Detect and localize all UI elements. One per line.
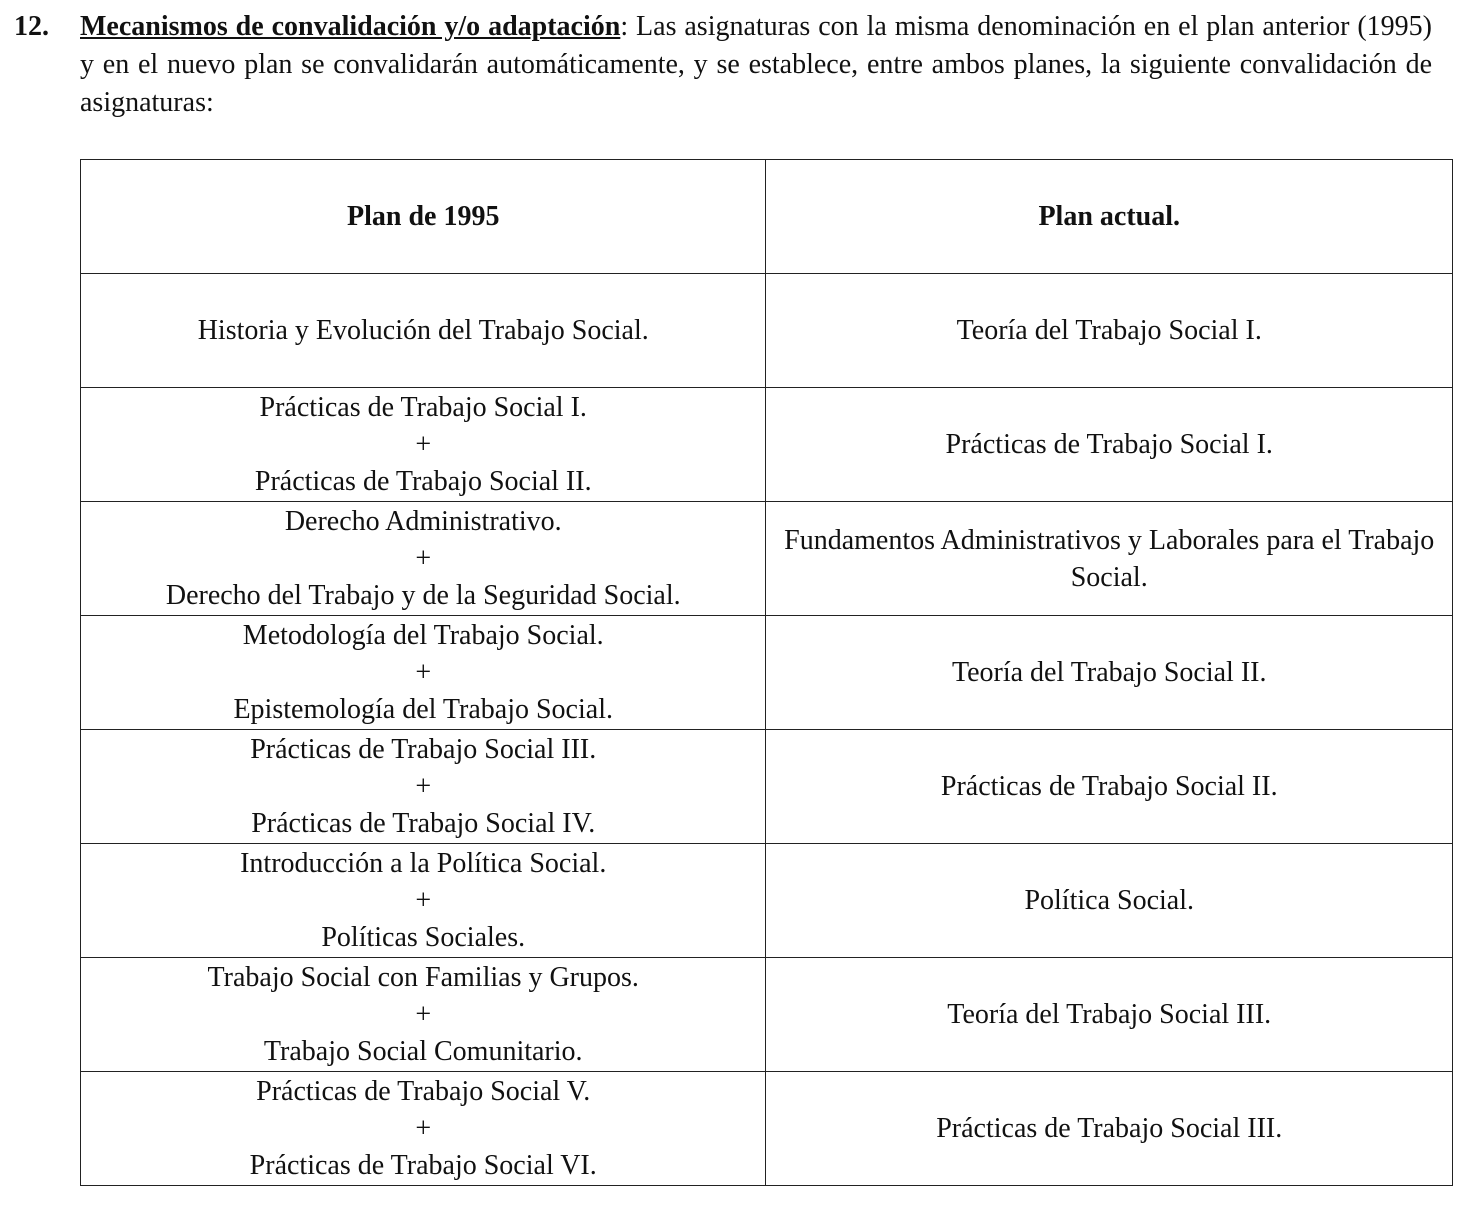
header-old-plan: Plan de 1995 — [81, 160, 766, 274]
new-plan-cell: Teoría del Trabajo Social III. — [766, 958, 1453, 1072]
old-subject: Metodología del Trabajo Social. — [242, 620, 604, 651]
old-plan-cell — [81, 502, 766, 616]
old-plan-cell — [81, 274, 766, 388]
plus-sign: + — [415, 543, 432, 574]
old-subject: Epistemología del Trabajo Social. — [233, 694, 613, 725]
old-subject: Trabajo Social con Familias y Grupos. — [207, 962, 639, 993]
old-plan-cell — [81, 844, 766, 958]
plus-sign: + — [415, 1113, 432, 1144]
old-subject: Prácticas de Trabajo Social IV. — [251, 808, 596, 839]
convalidation-table — [80, 159, 1453, 1186]
old-subject: Trabajo Social Comunitario. — [263, 1036, 583, 1067]
old-subject: Prácticas de Trabajo Social V. — [256, 1076, 591, 1107]
old-subject: Prácticas de Trabajo Social III. — [250, 734, 597, 765]
section-number: 12. — [14, 11, 49, 42]
new-plan-cell: Teoría del Trabajo Social I. — [766, 274, 1453, 388]
new-plan-cell: Prácticas de Trabajo Social III. — [766, 1072, 1453, 1186]
new-plan-cell: Política Social. — [766, 844, 1453, 958]
table-row — [81, 616, 1453, 730]
plus-sign: + — [415, 657, 432, 688]
header-current-plan: Plan actual. — [766, 160, 1453, 274]
old-plan-cell — [81, 730, 766, 844]
plus-sign: + — [415, 429, 432, 460]
table-header-row — [81, 160, 1453, 274]
table-row — [81, 274, 1453, 388]
section-paragraph — [80, 8, 1432, 122]
old-plan-cell — [81, 388, 766, 502]
section-body-text: : Las asignaturas con la misma denominación en el plan anterior (1995) y en el nuevo plan se convalidarán automáticamente, y se establece, entre ambos planes, la siguiente convalidación de asignaturas: — [80, 11, 1432, 118]
old-subject: Prácticas de Trabajo Social I. — [259, 392, 587, 423]
old-plan-cell — [81, 958, 766, 1072]
new-plan-cell: Prácticas de Trabajo Social I. — [766, 388, 1453, 502]
new-plan-cell: Fundamentos Administrativos y Laborales para el Trabajo Social. — [766, 502, 1453, 616]
old-subject: Historia y Evolución del Trabajo Social. — [197, 315, 649, 346]
old-plan-cell — [81, 616, 766, 730]
old-subject: Prácticas de Trabajo Social II. — [254, 466, 592, 497]
table-row — [81, 1072, 1453, 1186]
table-row — [81, 730, 1453, 844]
table-row — [81, 958, 1453, 1072]
old-subject: Introducción a la Política Social. — [240, 848, 607, 879]
old-subject: Políticas Sociales. — [321, 922, 526, 953]
plus-sign: + — [415, 885, 432, 916]
old-subject: Derecho del Trabajo y de la Seguridad Social. — [165, 580, 681, 611]
plus-sign: + — [415, 771, 432, 802]
new-plan-cell: Teoría del Trabajo Social II. — [766, 616, 1453, 730]
table-row — [81, 844, 1453, 958]
old-subject: Derecho Administrativo. — [284, 506, 562, 537]
plus-sign: + — [415, 999, 432, 1030]
old-plan-cell — [81, 1072, 766, 1186]
new-plan-cell: Prácticas de Trabajo Social II. — [766, 730, 1453, 844]
section-heading: Mecanismos de convalidación y/o adaptación — [80, 11, 621, 42]
old-subject: Prácticas de Trabajo Social VI. — [249, 1150, 597, 1181]
table-row — [81, 388, 1453, 502]
table-row — [81, 502, 1453, 616]
